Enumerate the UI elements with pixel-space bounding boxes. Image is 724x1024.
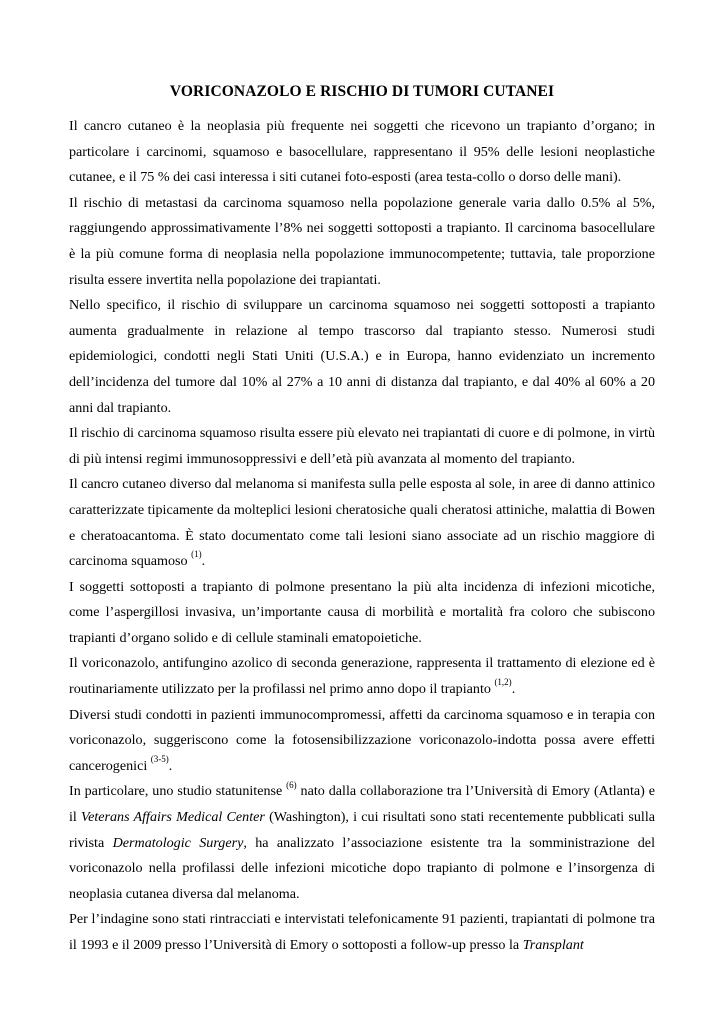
paragraph-text: Diversi studi condotti in pazienti immunocompromessi, affetti da carcinoma squamoso e in terapia con voriconazolo, suggeriscono come la fotosensibilizzazione voriconazolo-indotta possa avere effetti cancerogenici (69, 706, 655, 774)
paragraph-text: Il rischio di carcinoma squamoso risulta essere più elevato nei trapiantati di cuore e di polmone, in virtù di più intensi regimi immunosoppressivi e dell’età più avanzata al momento del trapianto. (69, 425, 655, 467)
paragraph (69, 651, 655, 702)
document-page (69, 82, 655, 959)
italic-text: Dermatologic Surgery (112, 834, 244, 851)
paragraph-text: Il cancro cutaneo è la neoplasia più frequente nei soggetti che ricevono un trapianto d’organo; in particolare i carcinomi, squamoso e basocellulare, rappresentano il 95% delle lesioni neoplastiche cutanee, e il 75 % dei casi interessa i siti cutanei foto-esposti (area testa-collo o dorso delle mani). (69, 118, 655, 186)
paragraph (69, 421, 655, 472)
paragraph-text: , ha analizzato l’associazione esistente tra la somministrazione del voriconazolo nella profilassi delle infezioni micotiche dopo trapianto di polmone e l’insorgenza di neoplasia cutanea diversa dal melanoma. (69, 834, 655, 902)
paragraph (69, 114, 655, 191)
paragraph-text: nato dalla collaborazione tra l’Università di Emory (Atlanta) e il (69, 783, 655, 826)
paragraph-text: I soggetti sottoposti a trapianto di polmone presentano la più alta incidenza di infezioni micotiche, come l’aspergillosi invasiva, un’importante causa di morbilità e mortalità fra coloro che subiscono trapianti d’organo solido e di cellule staminali ematopoietiche. (69, 578, 655, 646)
paragraph-text: Per l’indagine sono stati rintracciati e intervistati telefonicamente 91 pazienti, trapiantati di polmone tra il 1993 e il 2009 presso l’Università di Emory o sottoposti a follow-up presso la (69, 911, 655, 953)
citation-reference: (1,2) (494, 677, 512, 688)
paragraph-text: Il cancro cutaneo diverso dal melanoma si manifesta sulla pelle esposta al sole, in aree di danno attinico caratterizzate tipicamente da molteplici lesioni cheratosiche quali cheratosi attiniche, malattia di Bowen e cheratoacantoma. È stato documentato come tali lesioni siano associate ad un rischio maggiore di carcinoma squamoso (69, 476, 655, 570)
document-title: VORICONAZOLO E RISCHIO DI TUMORI CUTANEI (169, 83, 555, 100)
italic-text: Transplant (522, 937, 584, 953)
citation-reference: (3-5) (150, 754, 169, 765)
italic-text: Veterans Affairs Medical Center (81, 809, 265, 826)
paragraph-text: . (201, 553, 206, 570)
citation-reference: (1) (191, 549, 202, 560)
paragraph (69, 703, 655, 780)
paragraph (69, 907, 655, 958)
document-body (69, 114, 655, 959)
citation-reference: (6) (286, 779, 297, 790)
paragraph (69, 472, 655, 574)
paragraph (69, 191, 655, 293)
paragraph-text: Il voriconazolo, antifungino azolico di seconda generazione, rappresenta il trattamento di elezione ed è routinariamente utilizzato per la profilassi nel primo anno dopo il trapianto (69, 655, 655, 698)
paragraph-text: In particolare, uno studio statunitense (69, 783, 287, 800)
paragraph (69, 575, 655, 652)
paragraph (69, 779, 655, 907)
paragraph-text: . (511, 681, 516, 698)
paragraph (69, 293, 655, 421)
paragraph-text: (Washington), i cui risultati sono stati recentemente pubblicati sulla rivista (69, 809, 656, 851)
paragraph-text: Nello specifico, il rischio di sviluppare un carcinoma squamoso nei soggetti sottoposti a trapianto aumenta gradualmente in relazione al tempo trascorso dal trapianto stesso. Numerosi studi epidemiologici, condotti negli Stati Uniti (U.S.A.) e in Europa, hanno evidenziato un incremento dell’incidenza del tumore dal 10% al 27% a 10 anni di distanza dal trapianto, e dal 40% al 60% a 20 anni dal trapianto. (69, 297, 655, 416)
paragraph-text: Il rischio di metastasi da carcinoma squamoso nella popolazione generale varia dallo 0.5% al 5%, raggiungendo approssimativamente l’8% nei soggetti sottoposti a trapianto. Il carcinoma basocellulare è la più comune forma di neoplasia nella popolazione immunocompetente; tuttavia, tale proporzione risulta essere invertita nella popolazione dei trapiantati. (69, 194, 655, 288)
paragraph-text: . (168, 757, 173, 774)
